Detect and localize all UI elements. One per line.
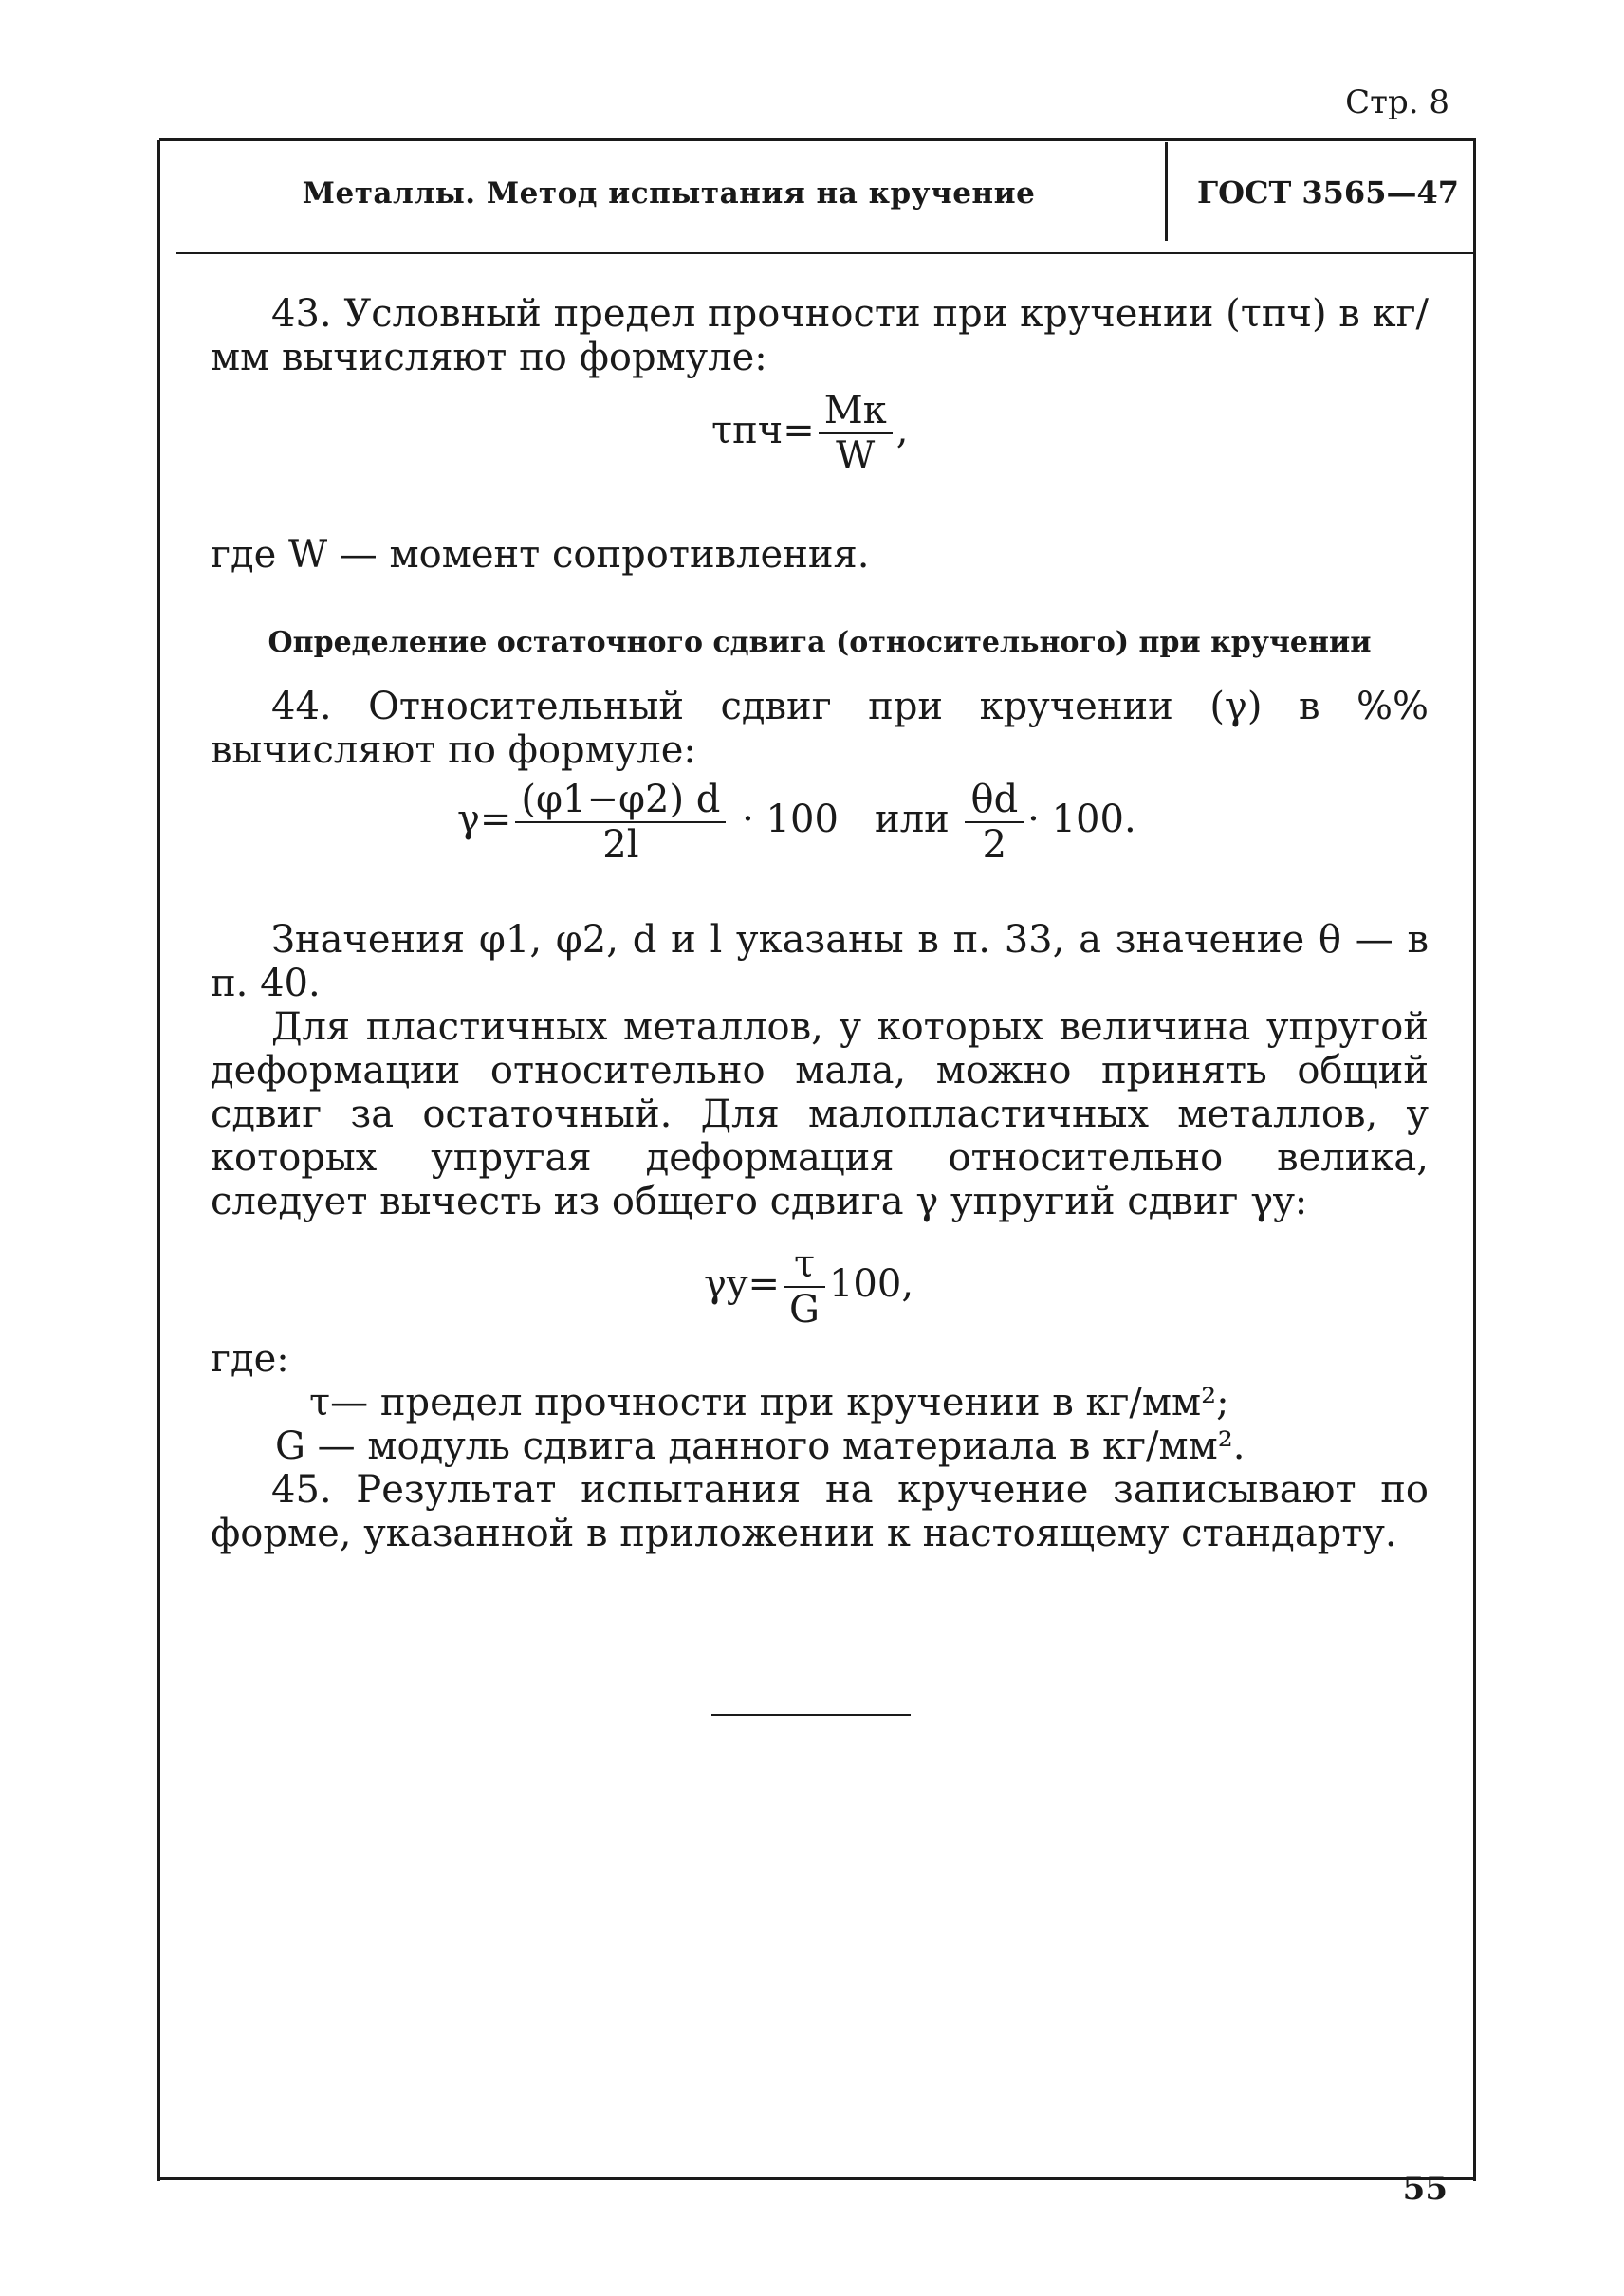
formula-tail: · 100. [1027, 798, 1136, 841]
formula-denominator-2: 2 [982, 823, 1007, 867]
frame-right-rule [1473, 140, 1476, 2181]
formula-tau-pch [711, 389, 908, 478]
paragraph-plastic-metals: Для пластичных металлов, у которых величина упругой деформации относительно мала, можно принять общий сдвиг за остаточный. Для малопластичных металлов, у которых упругая деформация относительно велика, следует вычесть из общего сдвига γ упругий сдвиг γy: [211, 1005, 1429, 1223]
standard-code: ГОСТ 3565—47 [1197, 174, 1459, 211]
header-title: Металлы. Метод испытания на кручение [302, 176, 1036, 211]
paragraph-43: 43. Условный предел прочности при кручении (τпч) в кг/мм вычисляют по формуле: [211, 292, 1429, 379]
formula-fraction [819, 389, 893, 478]
definition-g: G — модуль сдвига данного материала в кг/мм². [275, 1424, 1246, 1468]
formula-tail: , [895, 409, 909, 452]
section-heading: Определение остаточного сдвига (относительного) при кручении [268, 626, 1372, 659]
paragraph-values: Значения φ1, φ2, d и l указаны в п. 33, а значение θ — в п. 40. [211, 918, 1429, 1005]
definition-tau: τ— предел прочности при кручении в кг/мм²; [309, 1381, 1229, 1424]
formula-denominator-1: 2l [602, 823, 639, 867]
formula-numerator: τ [784, 1242, 825, 1288]
formula-gamma-y [704, 1242, 914, 1332]
folio-number: 55 [1402, 2170, 1448, 2208]
formula-middle: · 100 или [742, 798, 950, 841]
formula-fraction-2 [965, 778, 1024, 867]
formula-numerator: Mк [819, 389, 893, 434]
end-rule [711, 1714, 911, 1716]
formula-tail: 100, [828, 1262, 914, 1306]
where-w: где W — момент сопротивления. [211, 533, 870, 577]
formula-numerator-2: θd [965, 778, 1024, 823]
formula-denominator: W [836, 434, 876, 478]
formula-fraction [784, 1242, 825, 1332]
formula-lhs: γ= [457, 798, 512, 841]
formula-numerator-1: (φ1−φ2) d [515, 778, 726, 823]
frame-left-rule [157, 140, 160, 2181]
header-top-rule [159, 138, 1476, 141]
where-label: где: [211, 1337, 289, 1381]
page-number: Стр. 8 [1345, 83, 1449, 121]
formula-lhs: γy= [704, 1262, 781, 1306]
formula-denominator: G [789, 1288, 820, 1332]
paragraph-45: 45. Результат испытания на кручение записывают по форме, указанной в приложении к настоящему стандарту. [211, 1468, 1429, 1555]
paragraph-44: 44. Относительный сдвиг при кручении (γ) в %% вычисляют по формуле: [211, 685, 1429, 772]
header-divider [1165, 142, 1168, 241]
header-bottom-rule [176, 252, 1474, 254]
formula-fraction-1 [515, 778, 726, 867]
formula-gamma [457, 778, 1136, 867]
frame-bottom-rule [159, 2177, 1476, 2180]
formula-lhs: τпч= [711, 409, 815, 452]
